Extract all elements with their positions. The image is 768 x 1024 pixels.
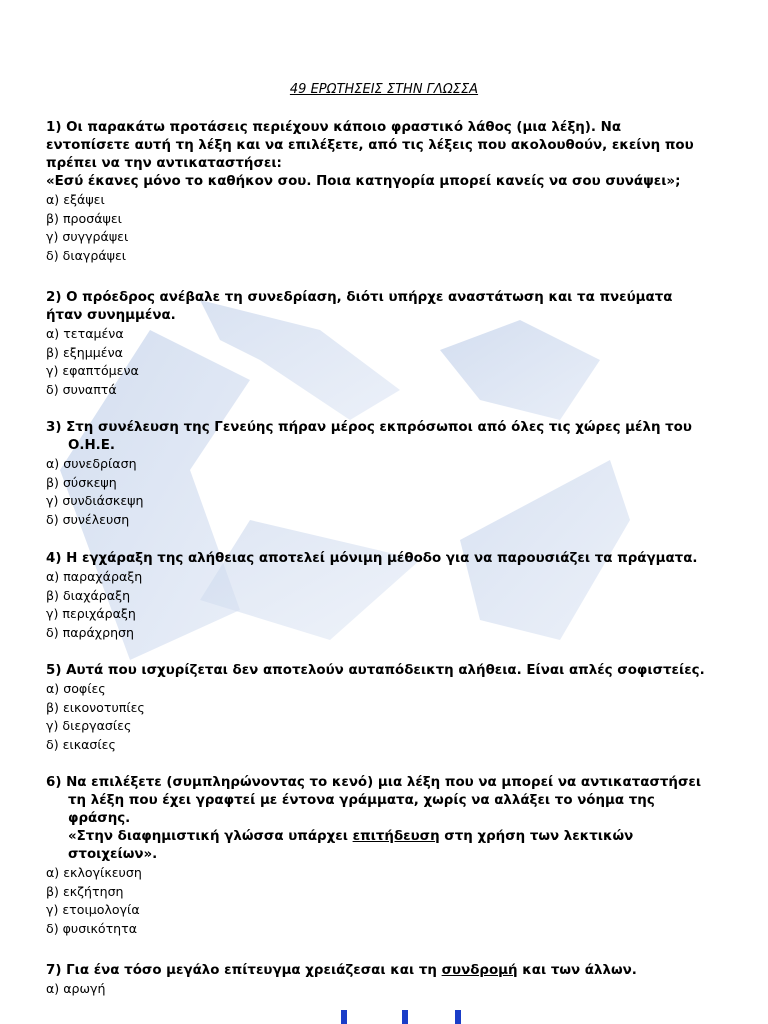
- question-3: [46, 419, 736, 529]
- question-text: 4) Η εγχάραξη της αλήθειας αποτελεί μόνιμη μέθοδο για να παρουσιάζει τα πράγματα.: [46, 551, 698, 566]
- question-5: [46, 662, 736, 754]
- answer-option: γ) εφαπτόμενα: [46, 363, 139, 379]
- cut-off-blue-mark: [455, 1010, 461, 1024]
- answer-option: β) εξημμένα: [46, 344, 123, 360]
- answer-option: γ) ετοιμολογία: [46, 902, 140, 918]
- answer-option: β) εκζήτηση: [46, 883, 124, 899]
- question-text: 5) Αυτά που ισχυρίζεται δεν αποτελούν αυταπόδεικτη αλήθεια. Είναι απλές σοφιστείες.: [46, 663, 705, 678]
- question-1: [46, 119, 736, 265]
- answer-option: β) προσάψει: [46, 210, 122, 226]
- question-4: [46, 550, 736, 642]
- document-title: 49 ΕΡΩΤΗΣΕΙΣ ΣΤΗΝ ΓΛΩΣΣΑ: [289, 82, 479, 97]
- answer-option: δ) διαγράψει: [46, 247, 127, 263]
- answer-option: β) εικονοτυπίες: [46, 699, 145, 715]
- answer-option: γ) διεργασίες: [46, 718, 132, 734]
- underlined-word: επιτήδευση: [352, 829, 440, 844]
- answer-option: δ) παράχρηση: [46, 624, 135, 640]
- question-text: 3) Στη συνέλευση της Γενεύης πήραν μέρος εκπρόσωποι από όλες τις χώρες μέλη του Ο.Η.Ε.: [46, 420, 692, 453]
- answer-option: δ) εικασίες: [46, 736, 116, 752]
- answer-option: γ) συνδιάσκεψη: [46, 493, 144, 509]
- question-text: 1) Οι παρακάτω προτάσεις περιέχουν κάποιο φραστικό λάθος (μια λέξη). Να εντοπίσετε αυτή τη λέξη και να επιλέξετε, από τις λέξεις που ακολουθούν, εκείνη που πρέπει να την αντικαταστήσει: «Εσύ έκανες μόνο το καθήκον σου. Ποια κατηγορία μπορεί κανείς να σου συνάψει»;: [46, 120, 694, 189]
- cut-off-blue-mark: [402, 1010, 408, 1024]
- answer-option: α) παραχάραξη: [46, 569, 143, 584]
- answer-option: δ) φυσικότητα: [46, 920, 138, 936]
- answer-option: δ) συναπτά: [46, 381, 117, 397]
- answer-option: α) εκλογίκευση: [46, 865, 142, 880]
- question-2: [46, 289, 736, 399]
- answer-option: α) εξάψει: [46, 192, 105, 207]
- answer-option: δ) συνέλευση: [46, 511, 130, 527]
- underlined-word: συνδρομή: [441, 963, 518, 978]
- answer-option: β) σύσκεψη: [46, 474, 117, 490]
- answer-option: α) αρωγή: [46, 981, 106, 996]
- answer-option: β) διαχάραξη: [46, 587, 131, 603]
- answer-option: α) σοφίες: [46, 681, 106, 696]
- question-text: 7) Για ένα τόσο μεγάλο επίτευγμα χρειάζεσαι και τη συνδρομή και των άλλων.: [46, 963, 637, 978]
- question-6: [46, 774, 736, 938]
- cut-off-blue-mark: [341, 1010, 347, 1024]
- question-7: [46, 962, 736, 999]
- answer-option: α) συνεδρίαση: [46, 456, 137, 471]
- answer-option: γ) συγγράψει: [46, 229, 129, 245]
- question-text: 6) Να επιλέξετε (συμπληρώνοντας το κενό) μια λέξη που να μπορεί να αντικαταστήσει τη λέξη που έχει γραφτεί με έντονα γράμματα, χωρίς να αλλάξει το νόημα της φράσης. «Στην διαφημιστική γλώσσα υπάρχει επιτήδευση στη χρήση των λεκτικών στοιχείων».: [46, 775, 702, 862]
- answer-option: γ) περιχάραξη: [46, 606, 136, 622]
- answer-option: α) τεταμένα: [46, 326, 124, 341]
- question-text: 2) Ο πρόεδρος ανέβαλε τη συνεδρίαση, διότι υπήρχε αναστάτωση και τα πνεύματα ήταν συνημμένα.: [46, 290, 673, 323]
